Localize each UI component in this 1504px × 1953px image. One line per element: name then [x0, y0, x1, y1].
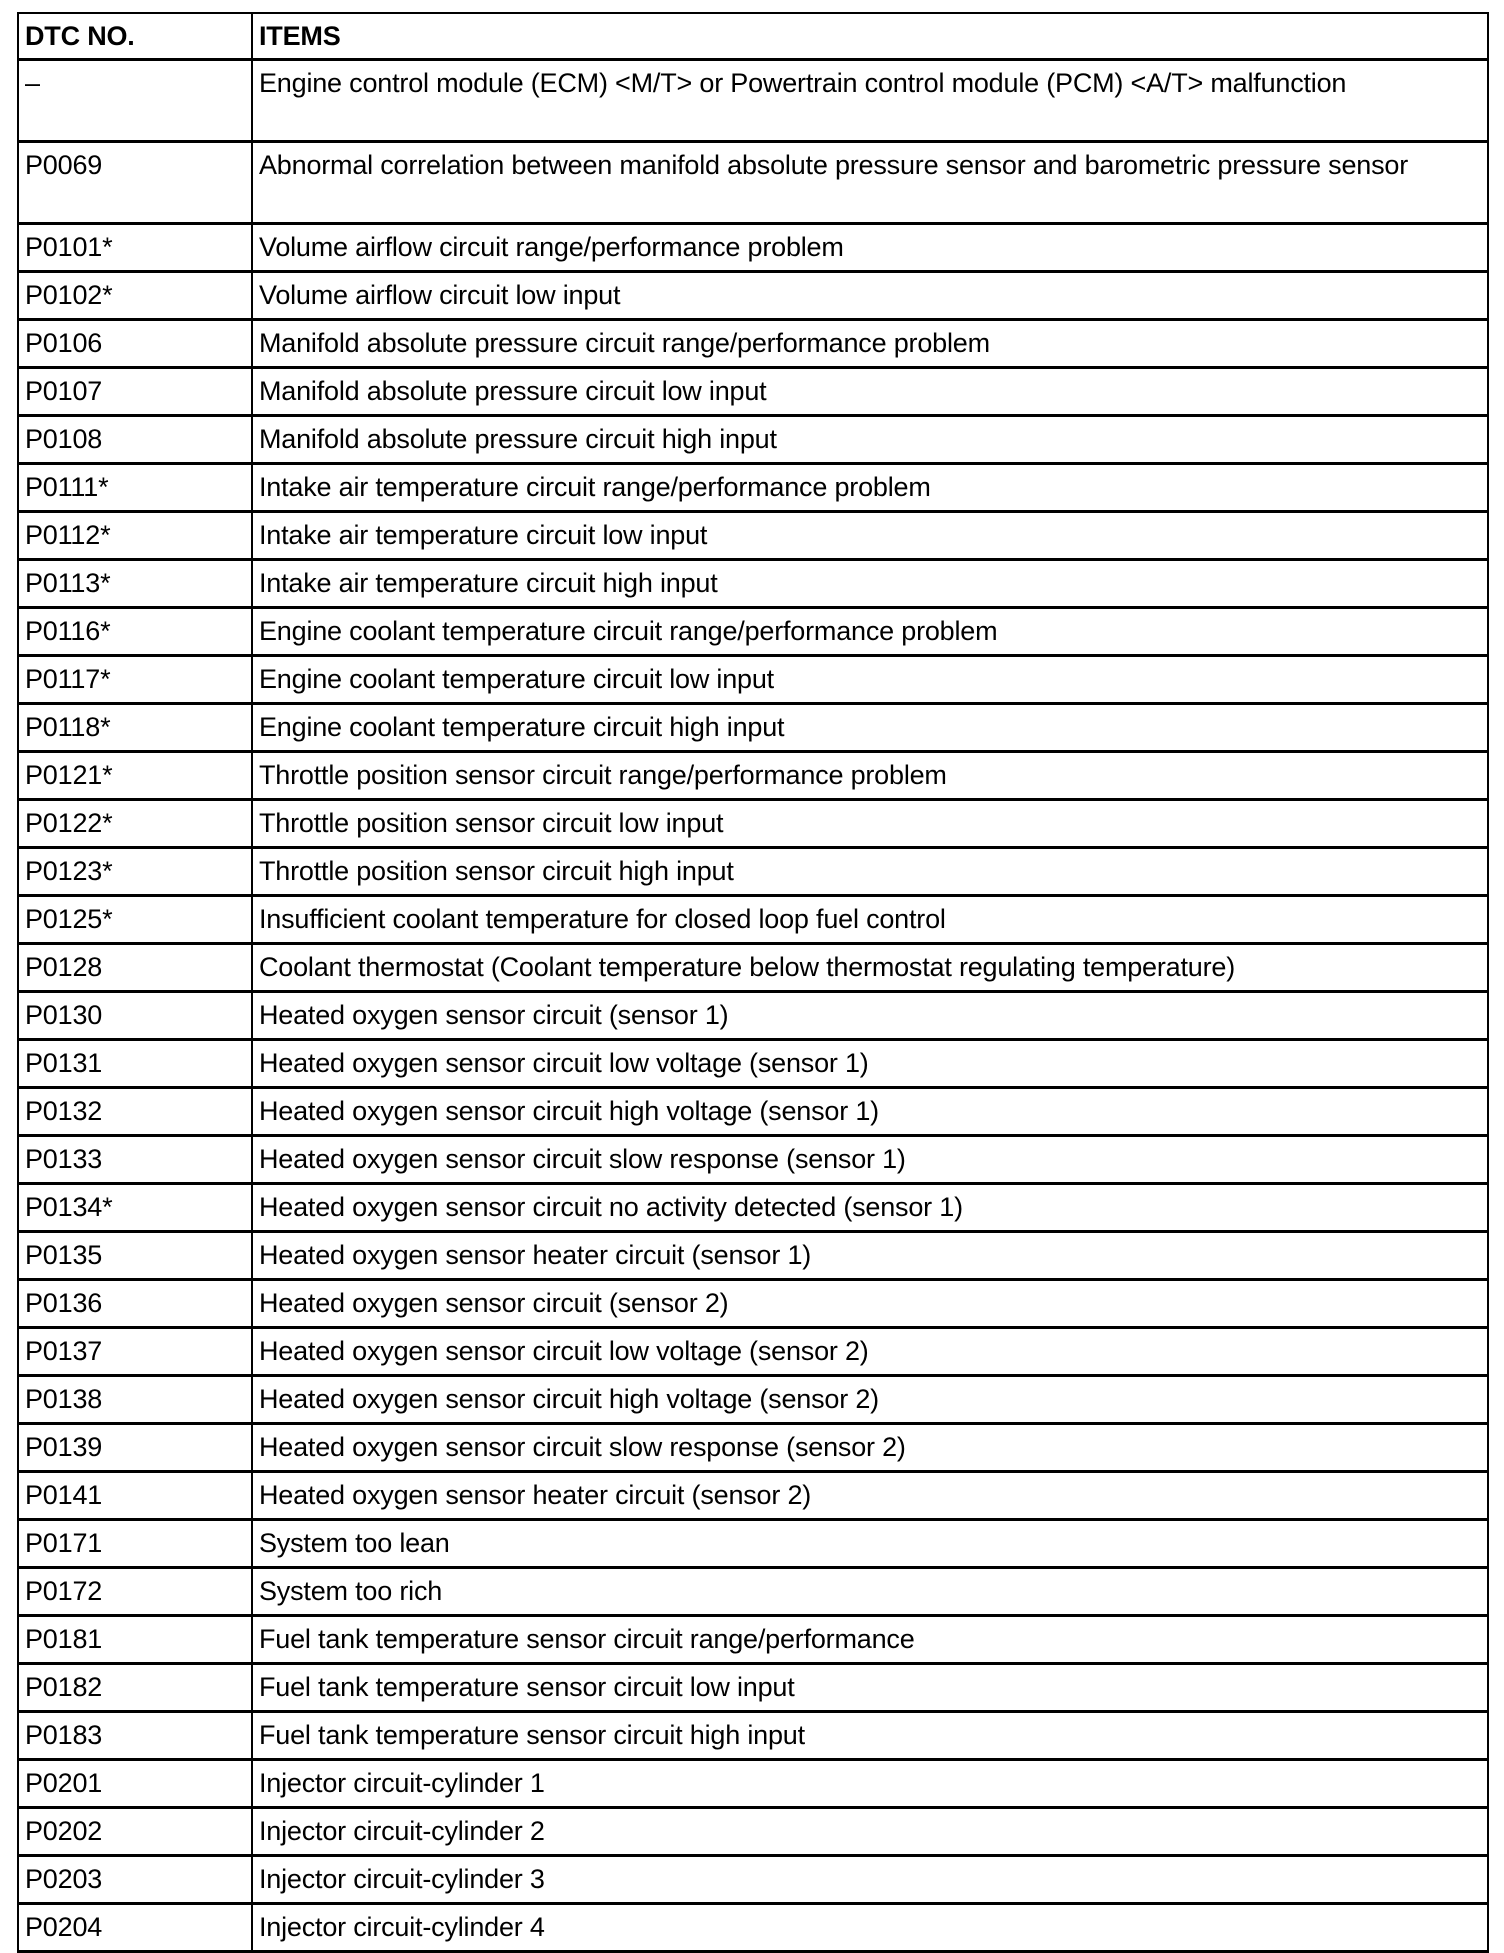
header-items: ITEMS [252, 13, 1488, 60]
dtc-item: Heated oxygen sensor circuit high voltage (sensor 1) [252, 1088, 1488, 1136]
table-row [18, 1424, 1488, 1472]
dtc-code: P0202 [18, 1808, 252, 1856]
dtc-table [17, 12, 1489, 1953]
table-row [18, 704, 1488, 752]
dtc-code: P0203 [18, 1856, 252, 1904]
dtc-item: Injector circuit-cylinder 3 [252, 1856, 1488, 1904]
dtc-item: Fuel tank temperature sensor circuit high input [252, 1712, 1488, 1760]
dtc-code: P0107 [18, 368, 252, 416]
dtc-item: Heated oxygen sensor circuit (sensor 2) [252, 1280, 1488, 1328]
dtc-item: Engine coolant temperature circuit high input [252, 704, 1488, 752]
dtc-code: P0121* [18, 752, 252, 800]
dtc-code: P0123* [18, 848, 252, 896]
dtc-item: Injector circuit-cylinder 2 [252, 1808, 1488, 1856]
dtc-item: Volume airflow circuit low input [252, 272, 1488, 320]
dtc-item: Insufficient coolant temperature for closed loop fuel control [252, 896, 1488, 944]
dtc-code: P0131 [18, 1040, 252, 1088]
dtc-code: P0117* [18, 656, 252, 704]
table-row [18, 1376, 1488, 1424]
dtc-item: Intake air temperature circuit low input [252, 512, 1488, 560]
dtc-item: Heated oxygen sensor circuit slow response (sensor 1) [252, 1136, 1488, 1184]
table-row [18, 560, 1488, 608]
table-row [18, 1520, 1488, 1568]
table-row [18, 896, 1488, 944]
table-row [18, 320, 1488, 368]
dtc-item: Heated oxygen sensor circuit (sensor 1) [252, 992, 1488, 1040]
table-row [18, 1664, 1488, 1712]
table-row [18, 944, 1488, 992]
dtc-item: System too lean [252, 1520, 1488, 1568]
table-row [18, 1712, 1488, 1760]
table-row [18, 1568, 1488, 1616]
table-row [18, 512, 1488, 560]
dtc-code: P0118* [18, 704, 252, 752]
dtc-item: Fuel tank temperature sensor circuit low input [252, 1664, 1488, 1712]
dtc-code: P0181 [18, 1616, 252, 1664]
table-row [18, 608, 1488, 656]
dtc-code: P0133 [18, 1136, 252, 1184]
dtc-code: P0139 [18, 1424, 252, 1472]
dtc-item: Throttle position sensor circuit range/performance problem [252, 752, 1488, 800]
table-row [18, 142, 1488, 224]
dtc-item: Manifold absolute pressure circuit low input [252, 368, 1488, 416]
dtc-item: Manifold absolute pressure circuit range/performance problem [252, 320, 1488, 368]
table-row [18, 1856, 1488, 1904]
dtc-item: Heated oxygen sensor circuit low voltage (sensor 1) [252, 1040, 1488, 1088]
table-row [18, 1088, 1488, 1136]
dtc-code: P0112* [18, 512, 252, 560]
table-row [18, 848, 1488, 896]
table-row [18, 1184, 1488, 1232]
dtc-code: P0122* [18, 800, 252, 848]
dtc-item: System too rich [252, 1568, 1488, 1616]
dtc-code: P0106 [18, 320, 252, 368]
table-row [18, 1760, 1488, 1808]
table-row [18, 60, 1488, 142]
header-row [18, 13, 1488, 60]
dtc-item: Intake air temperature circuit range/performance problem [252, 464, 1488, 512]
dtc-item: Injector circuit-cylinder 1 [252, 1760, 1488, 1808]
dtc-item: Heated oxygen sensor heater circuit (sensor 1) [252, 1232, 1488, 1280]
dtc-code: P0183 [18, 1712, 252, 1760]
dtc-item: Heated oxygen sensor circuit low voltage (sensor 2) [252, 1328, 1488, 1376]
dtc-code: P0201 [18, 1760, 252, 1808]
table-row [18, 800, 1488, 848]
dtc-item: Heated oxygen sensor circuit no activity detected (sensor 1) [252, 1184, 1488, 1232]
dtc-item: Engine coolant temperature circuit range/performance problem [252, 608, 1488, 656]
dtc-item: Heated oxygen sensor circuit slow response (sensor 2) [252, 1424, 1488, 1472]
table-row [18, 992, 1488, 1040]
dtc-code: P0137 [18, 1328, 252, 1376]
dtc-code: P0138 [18, 1376, 252, 1424]
dtc-item: Fuel tank temperature sensor circuit range/performance [252, 1616, 1488, 1664]
dtc-code: P0141 [18, 1472, 252, 1520]
dtc-code: P0204 [18, 1904, 252, 1952]
dtc-code: P0182 [18, 1664, 252, 1712]
table-row [18, 368, 1488, 416]
dtc-code: P0116* [18, 608, 252, 656]
table-row [18, 272, 1488, 320]
dtc-code: – [18, 60, 252, 142]
table-row [18, 1328, 1488, 1376]
table-row [18, 1904, 1488, 1952]
dtc-code: P0130 [18, 992, 252, 1040]
dtc-item: Throttle position sensor circuit low input [252, 800, 1488, 848]
dtc-item: Volume airflow circuit range/performance problem [252, 224, 1488, 272]
dtc-code: P0171 [18, 1520, 252, 1568]
dtc-code: P0102* [18, 272, 252, 320]
table-row [18, 656, 1488, 704]
table-row [18, 1616, 1488, 1664]
dtc-item: Injector circuit-cylinder 4 [252, 1904, 1488, 1952]
table-row [18, 1280, 1488, 1328]
table-row [18, 1472, 1488, 1520]
dtc-item: Heated oxygen sensor circuit high voltage (sensor 2) [252, 1376, 1488, 1424]
table-row [18, 1232, 1488, 1280]
dtc-code: P0132 [18, 1088, 252, 1136]
dtc-code: P0101* [18, 224, 252, 272]
dtc-code: P0136 [18, 1280, 252, 1328]
dtc-item: Abnormal correlation between manifold absolute pressure sensor and barometric pressure sensor [252, 142, 1488, 224]
dtc-item: Manifold absolute pressure circuit high input [252, 416, 1488, 464]
dtc-item: Coolant thermostat (Coolant temperature below thermostat regulating temperature) [252, 944, 1488, 992]
dtc-code: P0111* [18, 464, 252, 512]
dtc-item: Heated oxygen sensor heater circuit (sensor 2) [252, 1472, 1488, 1520]
dtc-code: P0128 [18, 944, 252, 992]
dtc-code: P0108 [18, 416, 252, 464]
table-row [18, 416, 1488, 464]
header-dtc-no: DTC NO. [18, 13, 252, 60]
table-row [18, 224, 1488, 272]
table-row [18, 752, 1488, 800]
dtc-item: Engine control module (ECM) <M/T> or Powertrain control module (PCM) <A/T> malfunction [252, 60, 1488, 142]
dtc-item: Intake air temperature circuit high input [252, 560, 1488, 608]
table-row [18, 1040, 1488, 1088]
dtc-code: P0069 [18, 142, 252, 224]
table-row [18, 464, 1488, 512]
dtc-code: P0134* [18, 1184, 252, 1232]
dtc-code: P0172 [18, 1568, 252, 1616]
dtc-code: P0135 [18, 1232, 252, 1280]
dtc-item: Engine coolant temperature circuit low input [252, 656, 1488, 704]
table-row [18, 1136, 1488, 1184]
table-row [18, 1808, 1488, 1856]
dtc-code: P0125* [18, 896, 252, 944]
dtc-code: P0113* [18, 560, 252, 608]
dtc-item: Throttle position sensor circuit high input [252, 848, 1488, 896]
